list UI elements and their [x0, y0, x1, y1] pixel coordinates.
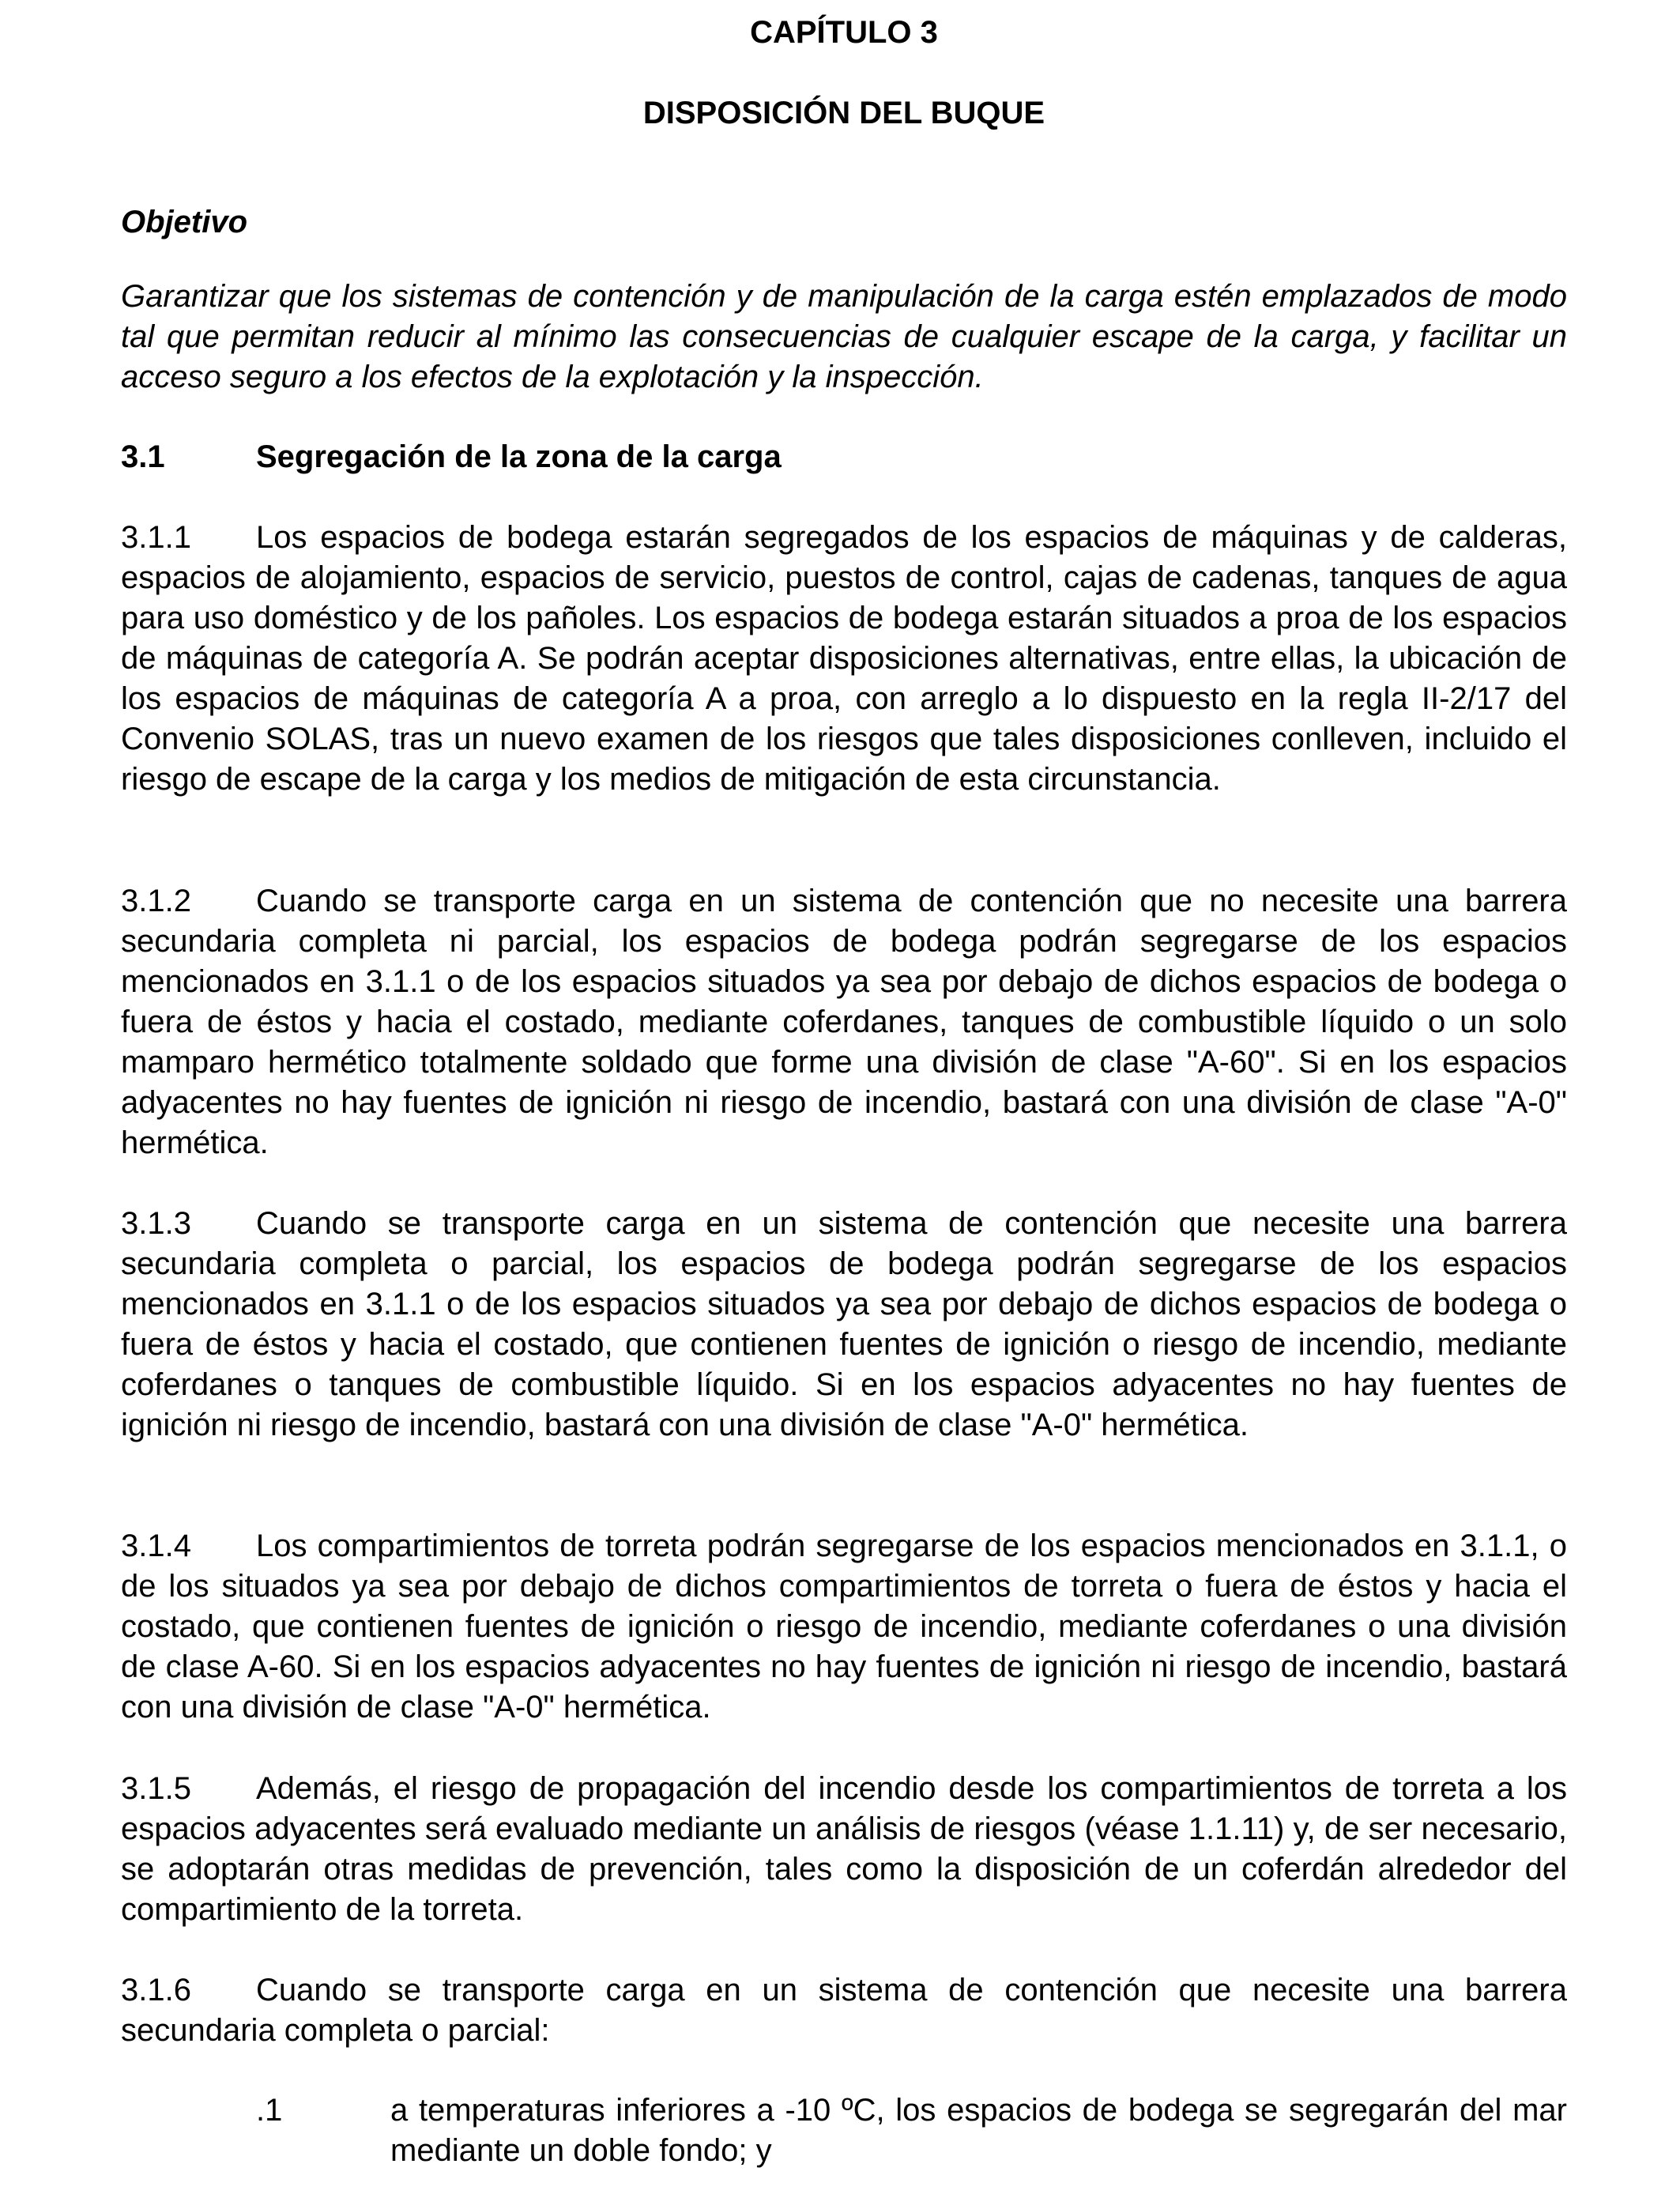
paragraph-3-1-6: [121, 1970, 1567, 2051]
paragraph-number: 3.1.6: [121, 1973, 191, 2007]
paragraph-number: 3.1.1: [121, 520, 191, 555]
paragraph-text: Cuando se transporte carga en un sistema de contención que necesite una barrera secundaria completa o parcial, los espacios de bodega podrán segregarse de los espacios mencionados en 3.1.1 o de los espacios situados ya sea por debajo de dichos espacios de bodega o fuera de éstos y hacia el costado, que contienen fuentes de ignición o riesgo de incendio, mediante coferdanes o tanques de combustible líquido. Si en los espacios adyacentes no hay fuentes de ignición ni riesgo de incendio, bastará con una división de clase "A-0" hermética.: [121, 1206, 1567, 1442]
paragraph-number: 3.1.4: [121, 1529, 191, 1563]
paragraph-3-1-3: [121, 1204, 1567, 1446]
paragraph-3-1-5: [121, 1769, 1567, 1930]
chapter-number: CAPÍTULO 3: [750, 15, 938, 50]
paragraph-number: 3.1.2: [121, 884, 191, 918]
subitem-text: a temperaturas inferiores a -10 ºC, los espacios de bodega se segregarán del mar mediante un doble fondo; y: [390, 2093, 1567, 2168]
subitem-1: [256, 2090, 1567, 2171]
section-number: 3.1: [121, 439, 165, 474]
paragraph-text: Cuando se transporte carga en un sistema de contención que necesite una barrera secundaria completa o parcial:: [121, 1973, 1567, 2048]
section-title: Segregación de la zona de la carga: [256, 439, 782, 474]
subitem-number: .1: [256, 2093, 283, 2128]
objective-heading: Objetivo: [121, 205, 248, 239]
paragraph-text: Los compartimientos de torreta podrán segregarse de los espacios mencionados en 3.1.1, o de los situados ya sea por debajo de dichos compartimientos de torreta o fuera de éstos y hacia el costado, que contienen fuentes de ignición o riesgo de incendio, mediante coferdanes o una división de clase A-60. Si en los espacios adyacentes no hay fuentes de ignición ni riesgo de incendio, bastará con una división de clase "A-0" hermética.: [121, 1529, 1567, 1725]
objective-text: Garantizar que los sistemas de contención y de manipulación de la carga estén emplazados de modo tal que permitan reducir al mínimo las consecuencias de cualquier escape de la carga, y facilitar un acceso seguro a los efectos de la explotación y la inspección.: [121, 279, 1567, 394]
paragraph-number: 3.1.3: [121, 1206, 191, 1241]
paragraph-3-1-1: [121, 518, 1567, 800]
paragraph-text: Los espacios de bodega estarán segregados de los espacios de máquinas y de calderas, espacios de alojamiento, espacios de servicio, puestos de control, cajas de cadenas, tanques de agua para uso doméstico y de los pañoles. Los espacios de bodega estarán situados a proa de los espacios de máquinas de categoría A. Se podrán aceptar disposiciones alternativas, entre ellas, la ubicación de los espacios de máquinas de categoría A a proa, con arreglo a lo dispuesto en la regla II-2/17 del Convenio SOLAS, tras un nuevo examen de los riesgos que tales disposiciones conlleven, incluido el riesgo de escape de la carga y los medios de mitigación de esta circunstancia.: [121, 520, 1567, 797]
paragraph-3-1-2: [121, 881, 1567, 1163]
paragraph-number: 3.1.5: [121, 1771, 191, 1806]
paragraph-3-1-4: [121, 1526, 1567, 1728]
paragraph-text: Cuando se transporte carga en un sistema de contención que no necesite una barrera secundaria completa ni parcial, los espacios de bodega podrán segregarse de los espacios mencionados en 3.1.1 o de los espacios situados ya sea por debajo de dichos espacios de bodega o fuera de éstos y hacia el costado, mediante coferdanes, tanques de combustible líquido o un solo mamparo hermético totalmente soldado que forme una división de clase "A-60". Si en los espacios adyacentes no hay fuentes de ignición ni riesgo de incendio, bastará con una división de clase "A-0" hermética.: [121, 884, 1567, 1160]
section-heading: [121, 437, 782, 477]
chapter-title: DISPOSICIÓN DEL BUQUE: [642, 96, 1045, 130]
paragraph-text: Además, el riesgo de propagación del incendio desde los compartimientos de torreta a los espacios adyacentes será evaluado mediante un análisis de riesgos (véase 1.1.11) y, de ser necesario, se adoptarán otras medidas de prevención, tales como la disposición de un coferdán alrededor del compartimiento de la torreta.: [121, 1771, 1567, 1927]
